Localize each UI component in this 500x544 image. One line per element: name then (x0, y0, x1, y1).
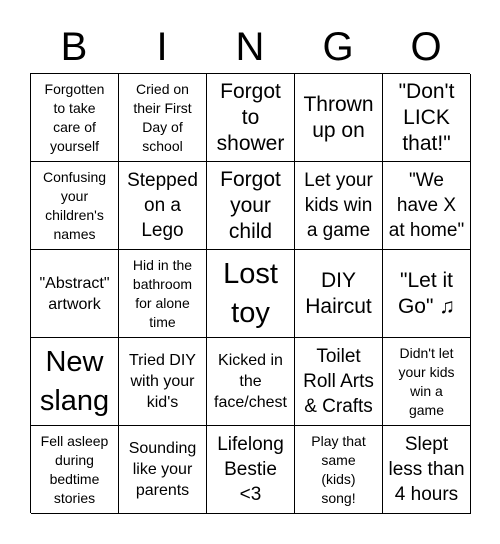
bingo-cell-r5c5[interactable] (383, 426, 471, 514)
bingo-cell-text: Confusing your children's names (42, 168, 107, 242)
bingo-cell-r5c4[interactable] (295, 426, 383, 514)
header-letter-g: G (322, 25, 354, 69)
bingo-board (30, 73, 470, 513)
bingo-cell-text: "We have X at home" (388, 170, 465, 241)
bingo-cell-r3c3[interactable] (207, 250, 295, 338)
bingo-cell-text: "Let it Go" ♫ (397, 268, 456, 318)
bingo-cell-text: Hid in the bathroom for alone time (132, 256, 193, 330)
bingo-cell-r1c2[interactable] (119, 74, 207, 162)
bingo-cell-r2c1[interactable] (31, 162, 119, 250)
bingo-cell-r4c2[interactable] (119, 338, 207, 426)
bingo-cell-text: "Don't LICK that!" (398, 79, 455, 155)
bingo-cell-r5c2[interactable] (119, 426, 207, 514)
bingo-cell-r4c4[interactable] (295, 338, 383, 426)
bingo-cell-text: Sounding like your parents (128, 440, 197, 499)
bingo-cell-r1c5[interactable] (383, 74, 471, 162)
bingo-cell-r3c1[interactable] (31, 250, 119, 338)
bingo-cell-text: Forgotten to take care of yourself (44, 80, 105, 154)
header-letter-b: B (60, 25, 88, 69)
bingo-cell-text: Stepped on a Lego (127, 170, 198, 241)
header-letter-o: O (410, 25, 442, 69)
bingo-cell-text: "Abstract" artwork (39, 274, 110, 313)
bingo-cell-text: New slang (39, 345, 110, 417)
bingo-cell-r2c5[interactable] (383, 162, 471, 250)
bingo-cell-text: Let your kids win a game (304, 170, 373, 241)
bingo-cell-text: DIY Haircut (305, 268, 372, 318)
bingo-cell-text: Slept less than 4 hours (388, 434, 465, 505)
bingo-header (30, 22, 470, 72)
bingo-cell-text: Kicked in the face/chest (214, 352, 287, 411)
header-letter-n: N (235, 25, 265, 69)
bingo-cell-r4c5[interactable] (383, 338, 471, 426)
header-letter-i: I (156, 25, 168, 69)
bingo-cell-text: Tried DIY with your kid's (129, 352, 196, 411)
bingo-cell-r1c1[interactable] (31, 74, 119, 162)
bingo-cell-r2c3[interactable] (207, 162, 295, 250)
bingo-cell-r3c2[interactable] (119, 250, 207, 338)
bingo-cell-r5c3[interactable] (207, 426, 295, 514)
bingo-cell-r3c4[interactable] (295, 250, 383, 338)
bingo-cell-text: Thrown up on (303, 92, 374, 142)
bingo-cell-r5c1[interactable] (31, 426, 119, 514)
bingo-cell-text: Forgot your child (220, 167, 281, 243)
bingo-cell-text: Cried on their First Day of school (133, 80, 192, 154)
bingo-cell-r3c5[interactable] (383, 250, 471, 338)
bingo-cell-text: Toilet Roll Arts & Crafts (303, 346, 374, 417)
bingo-cell-r1c4[interactable] (295, 74, 383, 162)
bingo-cell-r1c3[interactable] (207, 74, 295, 162)
bingo-cell-r4c3[interactable] (207, 338, 295, 426)
bingo-cell-r2c4[interactable] (295, 162, 383, 250)
bingo-cell-text: Lifelong Bestie <3 (217, 434, 284, 505)
bingo-cell-text: Lost toy (223, 257, 278, 329)
bingo-cell-r2c2[interactable] (119, 162, 207, 250)
bingo-cell-text: Forgot to shower (216, 79, 285, 155)
bingo-cell-r4c1[interactable] (31, 338, 119, 426)
bingo-cell-text: Fell asleep during bedtime stories (40, 432, 109, 506)
bingo-cell-text: Play that same (kids) song! (311, 432, 366, 506)
bingo-cell-text: Didn't let your kids win a game (398, 344, 455, 418)
